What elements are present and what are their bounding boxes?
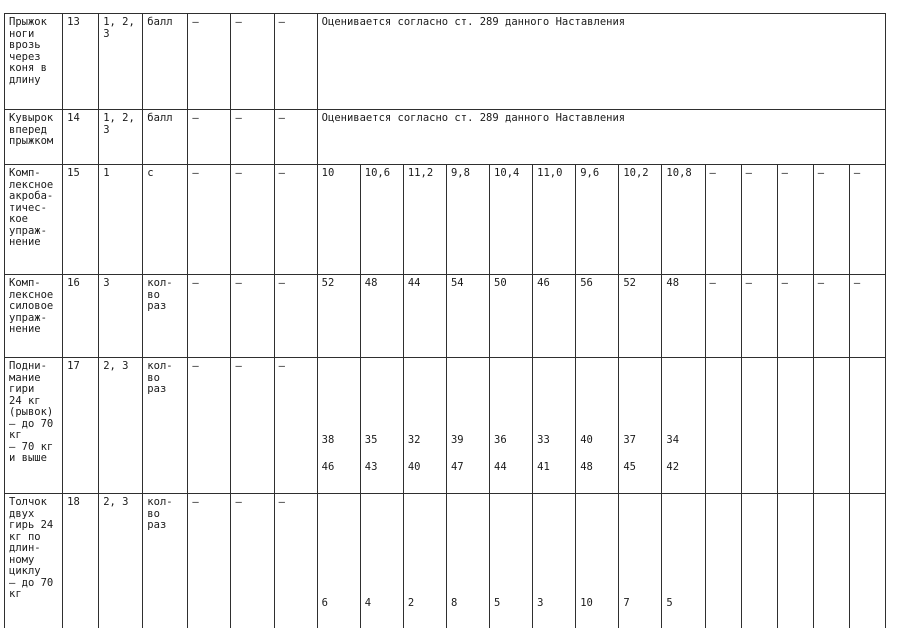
value-70kg-and-above: 45 (623, 461, 636, 473)
standard-value-cell (446, 358, 489, 494)
value-70kg-and-above: 41 (537, 461, 550, 473)
standard-value-cell (360, 494, 403, 628)
exercise-name: Комп- лексное акроба- тичес- кое упраж- нение (5, 165, 63, 275)
standard-value-cell: 10,4 (490, 165, 533, 275)
evaluation-note: Оценивается согласно ст. 289 данного Наставления (317, 110, 885, 165)
value-70kg-and-above: 43 (364, 461, 378, 473)
value-under-70kg: 6 (321, 597, 328, 609)
standard-value-cell: – (849, 275, 885, 358)
exercise-grades: 1, 2, 3 (99, 14, 143, 110)
value-under-70kg: 35 (364, 434, 378, 446)
exercise-name: Прыжок ноги врозь через коня в длину (5, 14, 63, 110)
standards-table (4, 13, 886, 628)
value-under-70kg: 40 (580, 434, 593, 446)
dash-cell: – (231, 14, 274, 110)
standard-value-cell: 46 (533, 275, 576, 358)
standard-value-cell: – (705, 275, 741, 358)
standard-value-cell: 10,2 (619, 165, 662, 275)
standard-value-cell: 44 (403, 275, 446, 358)
dash-cell: – (231, 275, 274, 358)
standard-value-cell: – (705, 165, 741, 275)
value-under-70kg: 8 (450, 597, 458, 609)
dash-cell: – (231, 110, 274, 165)
dash-cell: – (274, 494, 317, 628)
dash-cell: – (274, 110, 317, 165)
dash-cell: – (274, 165, 317, 275)
value-under-70kg: 36 (494, 434, 507, 446)
empty-cell (741, 358, 777, 494)
standard-value-cell (662, 358, 705, 494)
empty-cell (849, 358, 885, 494)
standard-value-cell (533, 494, 576, 628)
value-under-70kg: 37 (623, 434, 636, 446)
table-row (5, 358, 886, 494)
value-70kg-and-above: 40 (407, 461, 421, 473)
table-row (5, 110, 886, 165)
standard-value-cell: 10,8 (662, 165, 705, 275)
standard-value-cell (619, 358, 662, 494)
empty-cell (813, 358, 849, 494)
exercise-grades: 2, 3 (99, 494, 143, 628)
standard-value-cell (403, 494, 446, 628)
value-under-70kg: 7 (623, 597, 630, 609)
value-under-70kg: 2 (407, 597, 415, 609)
standard-value-cell: 11,2 (403, 165, 446, 275)
dash-cell: – (188, 275, 231, 358)
standard-value-cell: 10,6 (360, 165, 403, 275)
exercise-number: 14 (63, 110, 99, 165)
value-under-70kg: 39 (450, 434, 464, 446)
standard-value-cell: – (777, 165, 813, 275)
standard-value-cell: – (849, 165, 885, 275)
dash-cell: – (274, 358, 317, 494)
standard-value-cell (360, 358, 403, 494)
value-70kg-and-above: 47 (450, 461, 464, 473)
exercise-unit: балл (143, 14, 188, 110)
dash-cell: – (188, 494, 231, 628)
standard-value-cell (662, 494, 705, 628)
standard-value-cell: – (741, 275, 777, 358)
table-row (5, 14, 886, 110)
empty-cell (741, 494, 777, 628)
dash-cell: – (274, 14, 317, 110)
standard-value-cell (490, 494, 533, 628)
standard-value-cell: 9,6 (576, 165, 619, 275)
exercise-number: 17 (63, 358, 99, 494)
exercise-unit: кол- во раз (143, 275, 188, 358)
standard-value-cell: – (813, 275, 849, 358)
value-70kg-and-above: 46 (321, 461, 335, 473)
exercise-number: 16 (63, 275, 99, 358)
dash-cell: – (231, 358, 274, 494)
dash-cell: – (231, 494, 274, 628)
value-under-70kg: 5 (494, 597, 501, 609)
standard-value-cell: 11,0 (533, 165, 576, 275)
standards-table-container (4, 13, 886, 628)
standard-value-cell: 50 (490, 275, 533, 358)
value-70kg-and-above: 44 (494, 461, 507, 473)
standard-value-cell: 48 (360, 275, 403, 358)
value-under-70kg: 5 (666, 597, 673, 609)
empty-cell (777, 494, 813, 628)
value-under-70kg: 32 (407, 434, 421, 446)
value-under-70kg: 10 (580, 597, 593, 609)
standard-value-cell (576, 358, 619, 494)
exercise-name: Кувырок вперед прыжком (5, 110, 63, 165)
standard-value-cell (446, 494, 489, 628)
exercise-grades: 1 (99, 165, 143, 275)
value-70kg-and-above: 48 (580, 461, 593, 473)
empty-cell (705, 358, 741, 494)
dash-cell: – (188, 110, 231, 165)
exercise-number: 18 (63, 494, 99, 628)
standard-value-cell: 48 (662, 275, 705, 358)
value-under-70kg: 34 (666, 434, 680, 446)
exercise-grades: 2, 3 (99, 358, 143, 494)
table-row (5, 165, 886, 275)
dash-cell: – (188, 14, 231, 110)
value-under-70kg: 33 (537, 434, 550, 446)
standard-value-cell: 54 (446, 275, 489, 358)
empty-cell (813, 494, 849, 628)
standard-value-cell: 52 (317, 275, 360, 358)
exercise-number: 13 (63, 14, 99, 110)
standard-value-cell: 56 (576, 275, 619, 358)
table-row (5, 275, 886, 358)
standard-value-cell (576, 494, 619, 628)
standard-value-cell (533, 358, 576, 494)
dash-cell: – (188, 165, 231, 275)
exercise-name: Комп- лексное силовое упраж- нение (5, 275, 63, 358)
standard-value-cell (490, 358, 533, 494)
standard-value-cell: 9,8 (446, 165, 489, 275)
value-under-70kg: 38 (321, 434, 335, 446)
standard-value-cell: 10 (317, 165, 360, 275)
standard-value-cell: – (777, 275, 813, 358)
table-row (5, 494, 886, 628)
evaluation-note: Оценивается согласно ст. 289 данного Наставления (317, 14, 885, 110)
standard-value-cell (619, 494, 662, 628)
dash-cell: – (274, 275, 317, 358)
exercise-name: Толчок двух гирь 24 кг по длин- ному циклу – до 70 кг (5, 494, 63, 628)
empty-cell (705, 494, 741, 628)
dash-cell: – (188, 358, 231, 494)
exercise-number: 15 (63, 165, 99, 275)
standard-value-cell: – (741, 165, 777, 275)
exercise-unit: с (143, 165, 188, 275)
value-70kg-and-above: 42 (666, 461, 680, 473)
standard-value-cell (317, 358, 360, 494)
standard-value-cell (403, 358, 446, 494)
exercise-unit: кол- во раз (143, 358, 188, 494)
standard-value-cell: 52 (619, 275, 662, 358)
standard-value-cell: – (813, 165, 849, 275)
exercise-unit: кол- во раз (143, 494, 188, 628)
standard-value-cell (317, 494, 360, 628)
exercise-unit: балл (143, 110, 188, 165)
value-under-70kg: 4 (364, 597, 372, 609)
exercise-grades: 3 (99, 275, 143, 358)
value-under-70kg: 3 (537, 597, 544, 609)
dash-cell: – (231, 165, 274, 275)
exercise-grades: 1, 2, 3 (99, 110, 143, 165)
exercise-name: Подни- мание гири 24 кг (рывок) – до 70 кг – 70 кг и выше (5, 358, 63, 494)
empty-cell (849, 494, 885, 628)
empty-cell (777, 358, 813, 494)
